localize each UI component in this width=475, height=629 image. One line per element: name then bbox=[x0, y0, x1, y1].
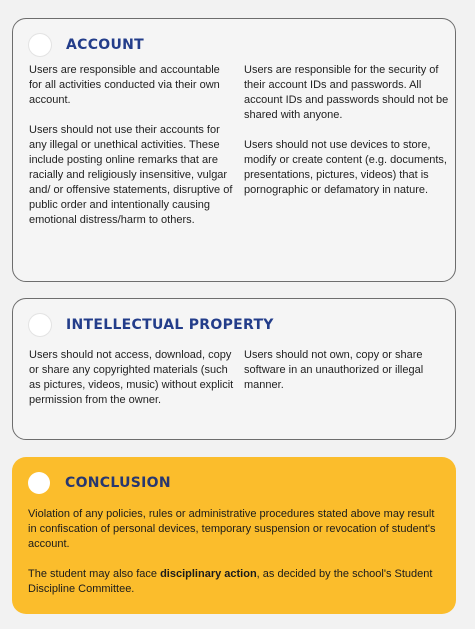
circle-bullet-icon bbox=[28, 472, 50, 494]
account-title: ACCOUNT bbox=[66, 37, 145, 53]
intellectual-property-left-column bbox=[29, 348, 235, 408]
account-rule-3: Users are responsible for the security of their account IDs and passwords. All account IDs and passwords should not be shared with anyone. bbox=[244, 64, 449, 121]
conclusion-text-before: The student may also face bbox=[28, 568, 161, 580]
account-rule-1: Users are responsible and accountable for all activities conducted via their own account. bbox=[29, 64, 220, 106]
intellectual-property-rule-2: Users should not own, copy or share software in an unauthorized or illegal manner. bbox=[244, 349, 424, 391]
intellectual-property-right-column bbox=[244, 348, 449, 393]
circle-bullet-icon bbox=[29, 34, 51, 56]
conclusion-title: CONCLUSION bbox=[65, 475, 171, 491]
intellectual-property-title: INTELLECTUAL PROPERTY bbox=[66, 317, 274, 333]
conclusion-text-after: , as decided by the school's Student Discipline Committee. bbox=[28, 568, 433, 595]
conclusion-header bbox=[28, 470, 171, 496]
account-left-column bbox=[29, 63, 235, 228]
account-header bbox=[29, 32, 144, 58]
disciplinary-action-emphasis: disciplinary action bbox=[160, 568, 257, 580]
account-rule-4: Users should not use devices to store, modify or create content (e.g. documents, presentations, pictures, videos) that is pornographic or defamatory in nature. bbox=[244, 139, 447, 196]
intellectual-property-rule-1: Users should not access, download, copy or share any copyrighted materials (such as pictures, videos, music) without explicit permission from the owner. bbox=[29, 349, 234, 406]
intellectual-property-card bbox=[12, 298, 456, 440]
account-right-column bbox=[244, 63, 449, 198]
account-rule-2: Users should not use their accounts for any illegal or unethical activities. These include posting online remarks that are racially and religiously insensitive, vulgar and/ or offensive statements, disruptive of public order and intentionally causing emotional distress/harm to others. bbox=[29, 124, 233, 226]
account-card bbox=[12, 18, 456, 282]
conclusion-card bbox=[12, 457, 456, 614]
conclusion-paragraph-2 bbox=[28, 567, 438, 597]
conclusion-paragraph-1: Violation of any policies, rules or administrative procedures stated above may result in confiscation of personal devices, temporary suspension or revocation of student's account. bbox=[28, 508, 436, 550]
intellectual-property-header bbox=[29, 312, 274, 338]
circle-bullet-icon bbox=[29, 314, 51, 336]
conclusion-body bbox=[28, 507, 438, 597]
